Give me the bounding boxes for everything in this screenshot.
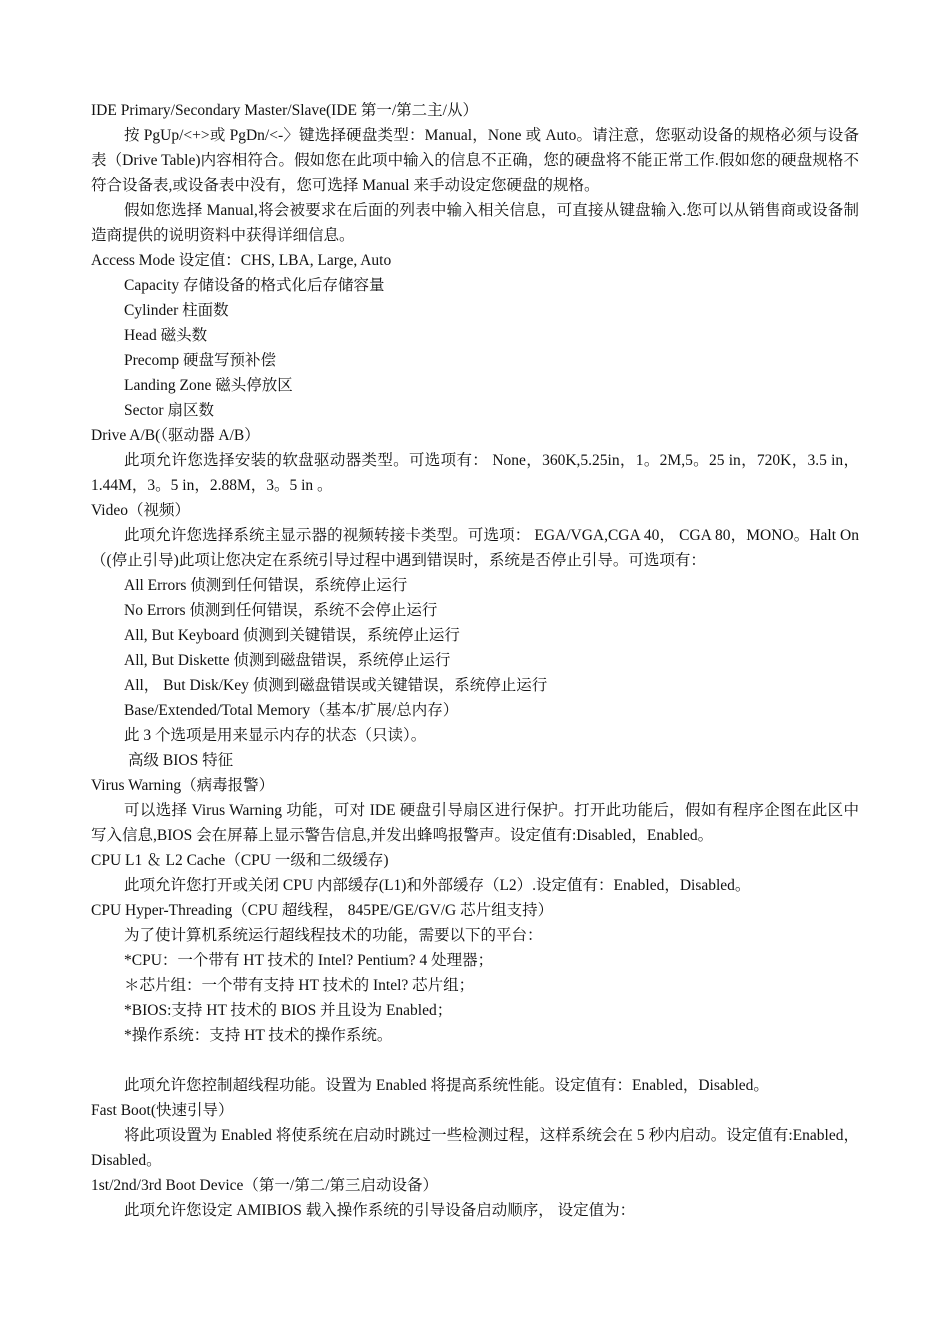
ht-requirements-intro: 为了使计算机系统运行超线程技术的功能，需要以下的平台： xyxy=(124,927,543,944)
access-item-cylinder: Cylinder 柱面数 xyxy=(124,302,229,319)
ide-paragraph-2: 假如您选择 Manual,将会被要求在后面的列表中输入相关信息，可直接从键盘输入.您可以从销售商或设备制造商提供的说明资料中获得详细信息。 xyxy=(91,202,859,244)
memory-note: 此 3 个选项是用来显示内存的状态（只读）。 xyxy=(124,727,427,744)
video-paragraph: 此项允许您选择系统主显示器的视频转接卡类型。可选项： EGA/VGA,CGA 40， CGA 80，MONO。Halt On（(停止引导)此项让您决定在系统引导过程中遇到错误时，系统是否停止引导。可选项有： xyxy=(91,527,859,569)
boot-device-paragraph: 此项允许您设定 AMIBIOS 载入操作系统的引导设备启动顺序， 设定值为： xyxy=(124,1202,636,1219)
access-mode-line: Access Mode 设定值：CHS, LBA, Large, Auto xyxy=(91,252,392,269)
memory-line: Base/Extended/Total Memory（基本/扩展/总内存） xyxy=(124,702,459,719)
ht-requirement-os: *操作系统：支持 HT 技术的操作系统。 xyxy=(124,1027,393,1044)
halt-item-all-but-keyboard: All, But Keyboard 侦测到关键错误，系统停止运行 xyxy=(124,627,460,644)
advanced-bios-title: 高级 BIOS 特征 xyxy=(128,752,234,769)
ht-requirement-bios: *BIOS:支持 HT 技术的 BIOS 并且设为 Enabled； xyxy=(124,1002,453,1019)
fast-boot-paragraph: 将此项设置为 Enabled 将使系统在启动时跳过一些检测过程，这样系统会在 5 秒内启动。设定值有:Enabled，Disabled。 xyxy=(91,1127,859,1169)
virus-paragraph: 可以选择 Virus Warning 功能，可对 IDE 硬盘引导扇区进行保护。打开此功能后，假如有程序企图在此区中写入信息,BIOS 会在屏幕上显示警告信息,并发出蜂鸣报警声。设定值有:Disabled，Enabled。 xyxy=(91,802,859,844)
blank-line xyxy=(91,1048,859,1073)
ide-heading: IDE Primary/Secondary Master/Slave(IDE 第一/第二主/从） xyxy=(91,102,478,119)
access-item-head: Head 磁头数 xyxy=(124,327,208,344)
drive-heading: Drive A/B(（驱动器 A/B） xyxy=(91,427,260,444)
ht-paragraph: 此项允许您控制超线程功能。设置为 Enabled 将提高系统性能。设定值有：Enabled，Disabled。 xyxy=(124,1077,769,1094)
virus-heading: Virus Warning（病毒报警） xyxy=(91,777,275,794)
boot-device-heading: 1st/2nd/3rd Boot Device（第一/第二/第三启动设备） xyxy=(91,1177,439,1194)
fast-boot-heading: Fast Boot(快速引导） xyxy=(91,1102,234,1119)
hyper-threading-heading: CPU Hyper-Threading（CPU 超线程， 845PE/GE/GV/G 芯片组支持） xyxy=(91,902,554,919)
ide-paragraph-1: 按 PgUp/<+>或 PgDn/<-〉键选择硬盘类型：Manual，None 或 Auto。请注意，您驱动设备的规格必须与设备表（Drive Table)内容相符合。假如您在此项中输入的信息不正确，您的硬盘将不能正常工作.假如您的硬盘规格不符合设备表,或设备表中没有，您可选择 Manual 来手动设定您硬盘的规格。 xyxy=(91,127,859,194)
access-item-capacity: Capacity 存储设备的格式化后存储容量 xyxy=(124,277,385,294)
access-item-sector: Sector 扇区数 xyxy=(124,402,214,419)
ht-requirement-cpu: *CPU：一个带有 HT 技术的 Intel? Pentium? 4 处理器； xyxy=(124,952,494,969)
cache-heading: CPU L1 ＆ L2 Cache（CPU 一级和二级缓存) xyxy=(91,852,389,869)
ht-requirement-chipset: ＊芯片组：一个带有支持 HT 技术的 Intel? 芯片组； xyxy=(124,977,475,994)
halt-item-no-errors: No Errors 侦测到任何错误，系统不会停止运行 xyxy=(124,602,438,619)
access-item-landing-zone: Landing Zone 磁头停放区 xyxy=(124,377,293,394)
access-item-precomp: Precomp 硬盘写预补偿 xyxy=(124,352,276,369)
cache-paragraph: 此项允许您打开或关闭 CPU 内部缓存(L1)和外部缓存（L2）.设定值有：Enabled，Disabled。 xyxy=(124,877,751,894)
video-heading: Video（视频） xyxy=(91,502,190,519)
halt-item-all-but-disk-key: All， But Disk/Key 侦测到磁盘错误或关键错误，系统停止运行 xyxy=(124,677,548,694)
drive-paragraph: 此项允许您选择安装的软盘驱动器类型。可选项有： None，360K,5.25in，1。2M,5。25 in，720K，3.5 in，1.44M，3。5 in，2.88M，3。5 in 。 xyxy=(91,452,859,494)
document-page xyxy=(91,98,859,1223)
halt-item-all-but-diskette: All, But Diskette 侦测到磁盘错误，系统停止运行 xyxy=(124,652,451,669)
halt-item-all-errors: All Errors 侦测到任何错误，系统停止运行 xyxy=(124,577,408,594)
